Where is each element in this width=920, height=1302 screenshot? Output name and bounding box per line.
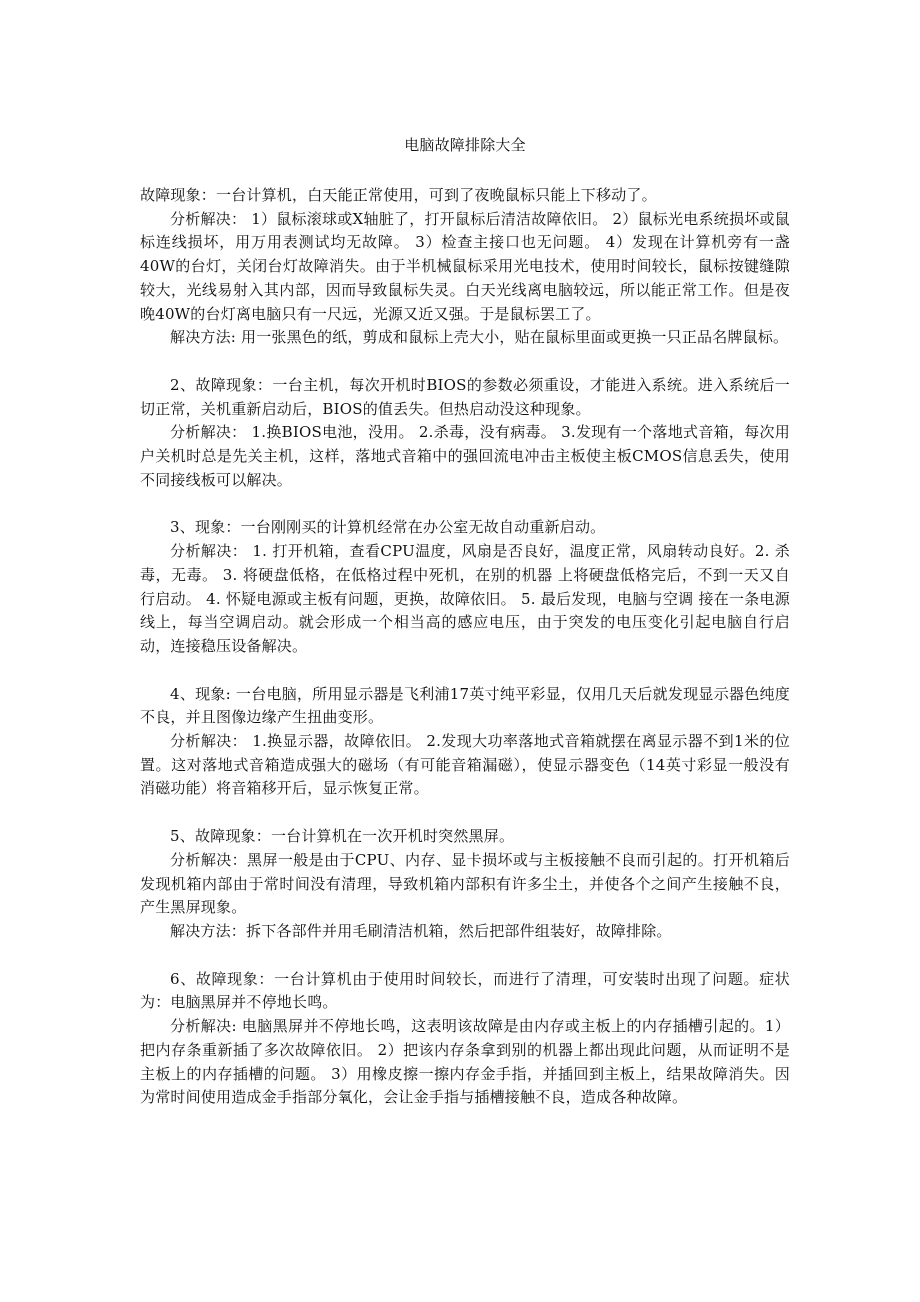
paragraph-6: 3、现象：一台刚刚买的计算机经常在办公室无故自动重新启动。 [170,518,606,537]
paragraph-7: 分析解决： 1. 打开机箱，查看CPU温度，风扇是否良好，温度正常，风扇转动良好。2. 杀毒，无毒。 3. 将硬盘低格，在低格过程中死机，在别的机器 上将硬盘低格完后，不到一天又自行启动。 4. 怀疑电源或主板有问题，更换，故障依旧。 5. 最后发现，电脑与空调 接在一条电源线上，每当空调启动。就会形成一个相当高的感应电压，由于突发的电压变化引起电脑自行启动，连接稳压设备解决。 [140,542,790,655]
spacer [140,350,790,374]
spacer [140,659,790,683]
paragraph-2: 分析解决： 1）鼠标滚球或X轴脏了，打开鼠标后清洁故障依旧。 2）鼠标光电系统损坏或鼠标连线损坏，用万用表测试均无故障。 3）检查主接口也无问题。 4）发现在计算机旁有一盏40W的台灯，关闭台灯故障消失。由于半机械鼠标采用光电技术，使用时间较长，鼠标按键缝隙较大，光线易射入其内部，因而导致鼠标失灵。白天光线离电脑较远，所以能正常工作。但是夜晚40W的台灯离电脑只有一尺远，光源又近又强。于是鼠标罢工了。 [140,209,790,323]
paragraph-9: 分析解决： 1.换显示器，故障依旧。 2.发现大功率落地式音箱就摆在离显示器不到1米的位置。这对落地式音箱造成强大的磁场（有可能音箱漏磁），使显示器变色（14英寸彩显一般没有消磁功能）将音箱移开后，显示恢复正常。 [140,732,790,798]
spacer [140,801,790,825]
paragraph-4: 2、故障现象：一台主机，每次开机时BIOS的参数必须重设，才能进入系统。进入系统后一切正常，关机重新启动后，BIOS的值丢失。但热启动没这种现象。 [140,375,790,418]
spacer [140,944,790,968]
paragraph-14: 分析解决: 电脑黑屏并不停地长鸣，这表明该故障是由内存或主板上的内存插槽引起的。1）把内存条重新插了多次故障依旧。 2）把该内存条拿到别的机器上都出现此问题，从而证明不是主板上的内存插槽的问题。 3）用橡皮擦一擦内存金手指，并插回到主板上，结果故障消失。因为常时间使用造成金手指部分氧化，会让金手指与插槽接触不良，造成各种故障。 [140,1017,790,1107]
spacer [140,492,790,516]
paragraph-8: 4、现象: 一台电脑，所用显示器是飞利浦17英寸纯平彩显，仅用几天后就发现显示器色纯度不良，并且图像边缘产生扭曲变形。 [140,684,790,727]
paragraph-1: 故障现象：一台计算机，白天能正常使用，可到了夜晚鼠标只能上下移动了。 [140,186,657,204]
page-title: 电脑故障排除大全 [404,136,526,154]
paragraph-3: 解决方法: 用一张黑色的纸，剪成和鼠标上壳大小，贴在鼠标里面或更换一只正品名牌鼠标。 [170,328,789,347]
paragraph-10: 5、故障现象：一台计算机在一次开机时突然黑屏。 [170,827,515,846]
paragraph-12: 解决方法：拆下各部件并用毛刷清洁机箱，然后把部件组装好，故障排除。 [170,921,672,940]
paragraph-5: 分析解决： 1.换BIOS电池，没用。 2.杀毒，没有病毒。 3.发现有一个落地式音箱，每次用户关机时总是先关主机，这样，落地式音箱中的强回流电冲击主板使主板CMOS信息丢失，使用不同接线板可以解决。 [140,423,790,489]
paragraph-11: 分析解决：黑屏一般是由于CPU、内存、显卡损坏或与主板接触不良而引起的。打开机箱后发现机箱内部由于常时间没有清理，导致机箱内部积有许多尘土，并使各个之间产生接触不良，产生黑屏现象。 [140,850,790,917]
paragraph-13: 6、故障现象：一台计算机由于使用时间较长，而进行了清理，可安装时出现了问题。症状为：电脑黑屏并不停地长鸣。 [140,969,790,1012]
document-page [140,130,790,1110]
